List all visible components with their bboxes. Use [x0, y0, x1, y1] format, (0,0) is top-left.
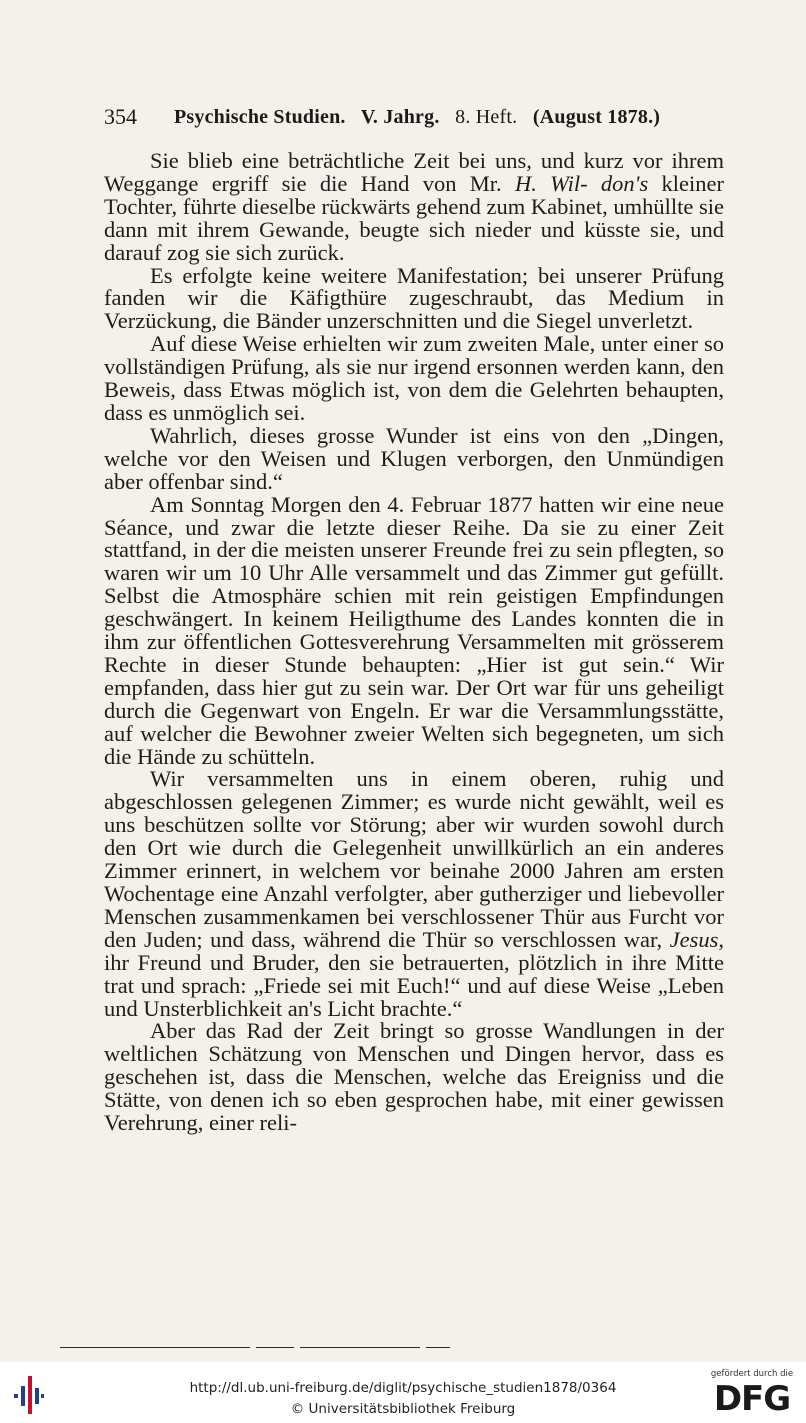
paragraph-2: Es erfolgte keine weitere Manifestation; bei unserer Prüfung fanden wir die Käfigthüre zugeschraubt, das Medium in Verzückung, die Bänder unzerschnitten und die Siegel unverletzt.	[104, 262, 724, 334]
footer-rule-4	[426, 1347, 450, 1348]
copyright-notice: © Universitätsbibliothek Freiburg	[290, 1401, 516, 1417]
funder-caption: gefördert durch die	[710, 1369, 794, 1379]
article-body	[104, 150, 724, 1135]
paragraph-3: Auf diese Weise erhielten wir zum zweiten Male, unter einer so vollständigen Prüfung, als sie nur irgend ersonnen werden kann, den Beweis, dass Etwas möglich ist, von dem die Gelehrten behaupten, dass es unmöglich sei.	[104, 331, 724, 425]
paragraph-7: Aber das Rad der Zeit bringt so grosse Wandlungen in der weltlichen Schätzung von Menschen und Dingen hervor, dass es geschehen ist, dass die Menschen, welche das Ereigniss und die Stätte, von denen ich so eben gesprochen habe, mit einer gewissen Verehrung, einer reli-	[104, 1018, 724, 1136]
paragraph-4: Wahrlich, dieses grosse Wunder ist eins von den „Dingen, welche vor den Weisen und Klugen verborgen, den Unmündigen aber offenbar sind.“	[104, 422, 724, 494]
volume-label: V. Jahrg.	[360, 106, 440, 128]
funder-wordmark: DFG	[713, 1379, 791, 1419]
name-italic-cont: don's	[600, 170, 649, 196]
page-header	[104, 104, 724, 132]
journal-title: Psychische Studien.	[174, 106, 346, 128]
paragraph-6: Wir versammelten uns in einem oberen, ruhig und abgeschlossen gelegenen Zimmer; es wurde nicht gewählt, weil es uns beschützen sollte vor Störung; aber wir wurden sowohl durch den Ort wie durch die Gelegenheit unwillkürlich an ein anderes Zimmer erinnert, in welchem vor beinahe 2000 Jahren am ersten Wochentage eine Anzahl verfolgter, aber gutherziger und liebevoller Menschen zusammenkamen bei verschlossener Thür aus Furcht vor den Juden; und dass, während die Thür so verschlossen war, Jesus, ihr Freund und Bruder, den sie betrauerten, plötzlich in ihre Mitte trat und sprach: „Friede sei mit Euch!“ und auf diese Weise „Leben und Unsterblichkeit an's Licht brachte.“	[104, 766, 724, 1021]
footer-rule-1	[60, 1347, 250, 1348]
paragraph-5: Am Sonntag Morgen den 4. Februar 1877 hatten wir eine neue Séance, und zwar die letzte dieser Reihe. Da sie zu einer Zeit stattfand, in der die meisten unserer Freunde frei zu sein pflegten, so waren wir um 10 Uhr Alle versammelt und das Zimmer gut gefüllt. Selbst die Atmosphäre schien mit rein geistigen Empfindungen geschwängert. In keinem Heiligthume des Landes konnten die in ihm zur öffentlichen Gottesverehrung Versammelten mit grösserem Rechte in dieser Stunde behaupten: „Hier ist gut sein.“ Wir empfanden, dass hier gut zu sein war. Der Ort war für uns geheiligt durch die Gegenwart von Engeln. Er war die Versammlungsstätte, auf welcher die Bewohner zweier Welten sich begegneten, um sich die Hände zu schütteln.	[104, 491, 724, 769]
issue-date: (August 1878.)	[532, 106, 661, 128]
source-url-link[interactable]: http://dl.ub.uni-freiburg.de/diglit/psychische_studien1878/0364	[189, 1380, 617, 1396]
name-italic: H. Wil-	[514, 170, 588, 196]
dfg-logo	[706, 1369, 798, 1419]
paragraph-1: Sie blieb eine beträchtliche Zeit bei uns, und kurz vor ihrem Weggange ergriff sie die Hand von Mr. H. Wil- don's kleiner Tochter, führte dieselbe rückwärts gehend zum Kabinet, umhüllte sie dann mit ihrem Gewande, beugte sich nieder und küsste sie, und darauf zog sie sich zurück.	[104, 148, 725, 265]
running-head	[174, 106, 660, 129]
jesus-italic: Jesus	[669, 926, 719, 952]
page-number: 354	[104, 104, 137, 129]
issue-label: 8. Heft.	[455, 106, 518, 128]
footer-rule-2	[256, 1347, 294, 1348]
footer-rule-3	[300, 1347, 420, 1348]
